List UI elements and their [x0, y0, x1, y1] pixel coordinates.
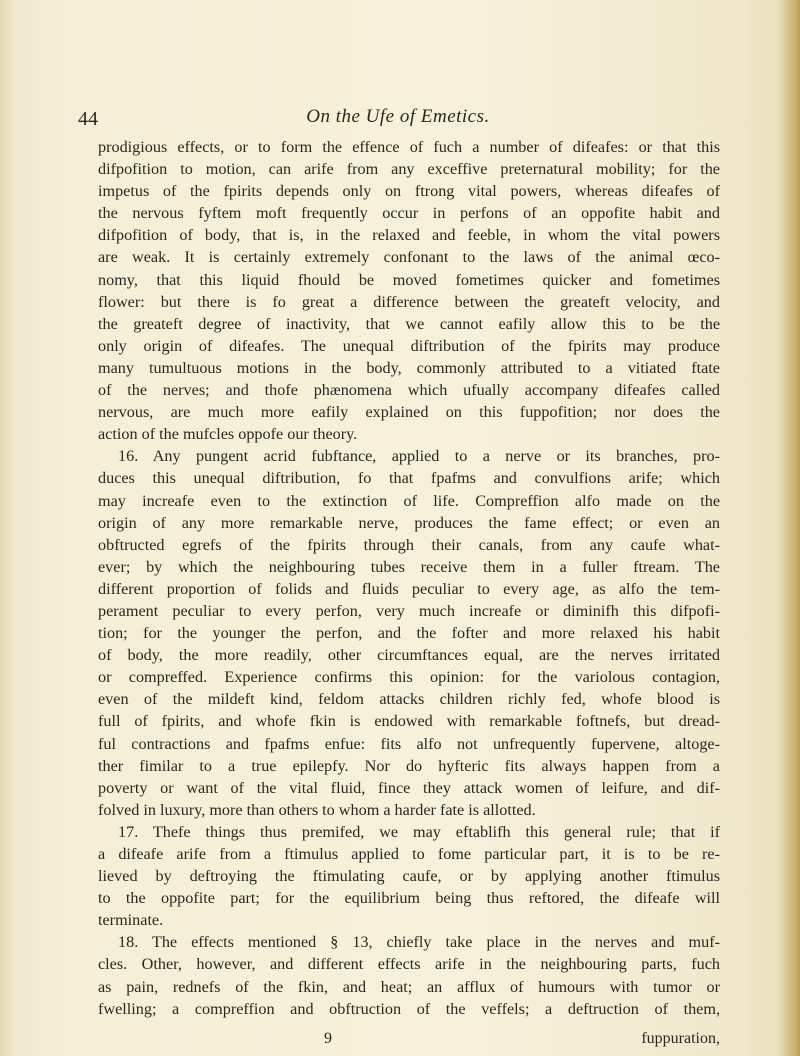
text-line: fwelling; a compreffion and obftruction of the veffels; a deftruction of them,	[98, 999, 720, 1018]
text-line: to the oppofite part; for the equilibrium being thus reftored, the difeafe will	[98, 889, 720, 908]
text-line: ful contractions and fpafms enfue: fits alfo not unfrequently fupervene, altoge-	[98, 734, 720, 753]
text-line: ther fimilar to a true epilepfy. Nor do hyfteric fits always happen from a	[98, 756, 720, 775]
text-line: folved in luxury, more than others to whom a harder fate is allotted.	[98, 800, 536, 819]
text-line: 17. Thefe things thus premifed, we may eftablifh this general rule; that if	[118, 822, 720, 841]
text-line: nervous, are much more eafily explained on this fuppofition; nor does the	[98, 403, 720, 422]
page-header	[78, 106, 718, 132]
text-line: ever; by which the neighbouring tubes receive them in a fuller ftream. The	[98, 557, 720, 576]
page-number: 44	[78, 108, 98, 130]
text-line: as pain, rednefs of the fkin, and heat; an afflux of humours with tumor or	[98, 977, 720, 996]
text-line: 16. Any pungent acrid fubftance, applied to a nerve or its branches, pro-	[118, 447, 720, 466]
page-footer	[98, 1030, 720, 1056]
gutter-shadow	[0, 0, 14, 1056]
text-line: may increafe even to the extinction of life. Compreffion alfo made on the	[98, 491, 720, 510]
text-line: action of the mufcles oppofe our theory.	[98, 425, 358, 444]
catchword: fuppuration,	[641, 1030, 720, 1047]
running-head: On the Ufe of Emetics.	[306, 106, 490, 127]
text-line: cles. Other, however, and different effects arife in the neighbouring parts, fuch	[98, 955, 720, 974]
text-line: the greateft degree of inactivity, that we cannot eafily allow this to be the	[98, 314, 720, 333]
page-edge-discoloration	[778, 0, 800, 1056]
signature-mark: 9	[324, 1030, 332, 1047]
text-line: of the nerves; and thofe phænomena which ufually accompany difeafes called	[98, 381, 720, 400]
text-line: only origin of difeafes. The unequal diftribution of the fpirits may produce	[98, 336, 720, 355]
text-line: tion; for the younger the perfon, and the fofter and more relaxed his habit	[98, 624, 720, 643]
text-line: are weak. It is certainly extremely confonant to the laws of the animal œco-	[98, 248, 720, 267]
body-text	[98, 136, 720, 1020]
text-line: obftructed egrefs of the fpirits through their canals, from any caufe what-	[98, 535, 720, 554]
text-line: flower: but there is fo great a difference between the greateft velocity, and	[98, 292, 720, 311]
text-line: terminate.	[98, 911, 164, 930]
text-line: lieved by deftroying the ftimulating caufe, or by applying another ftimulus	[98, 867, 720, 886]
text-line: or compreffed. Experience confirms this opinion: for the variolous contagion,	[98, 668, 720, 687]
text-line: full of fpirits, and whofe fkin is endowed with remarkable foftnefs, but dread-	[98, 712, 720, 731]
text-line: of body, the more readily, other circumftances equal, are the nerves irritated	[98, 646, 720, 665]
text-line: 18. The effects mentioned § 13, chiefly take place in the nerves and muf-	[118, 933, 720, 952]
text-line: origin of any more remarkable nerve, produces the fame effect; or even an	[98, 513, 720, 532]
text-line: many tumultuous motions in the body, commonly attributed to a vitiated ftate	[98, 358, 720, 377]
text-line: even of the mildeft kind, feldom attacks children richly fed, whofe blood is	[98, 690, 720, 709]
text-line: a difeafe arife from a ftimulus applied to fome particular part, it is to be re-	[98, 845, 720, 863]
text-line: duces this unequal diftribution, fo that fpafms and convulfions arife; which	[98, 469, 720, 488]
text-line: difpofition to motion, can arife from any exceffive preternatural mobility; for the	[98, 160, 720, 179]
text-line: perament peculiar to every perfon, very much increafe or diminifh this difpofi-	[98, 601, 720, 620]
text-line: the nervous fyftem moft frequently occur in perfons of an oppofite habit and	[98, 204, 720, 223]
text-line: difpofition of body, that is, in the relaxed and feeble, in whom the vital powers	[98, 226, 720, 245]
text-line: prodigious effects, or to form the effence of fuch a number of difeafes: or that this	[98, 138, 720, 156]
text-line: nomy, that this liquid fhould be moved fometimes quicker and fometimes	[98, 270, 720, 289]
text-line: impetus of the fpirits depends only on ftrong vital powers, whereas difeafes of	[98, 182, 720, 201]
text-line: poverty or want of the vital fluid, fince they attack women of leifure, and dif-	[98, 778, 720, 797]
text-line: different proportion of folids and fluids peculiar to every age, as alfo the tem-	[98, 579, 720, 598]
